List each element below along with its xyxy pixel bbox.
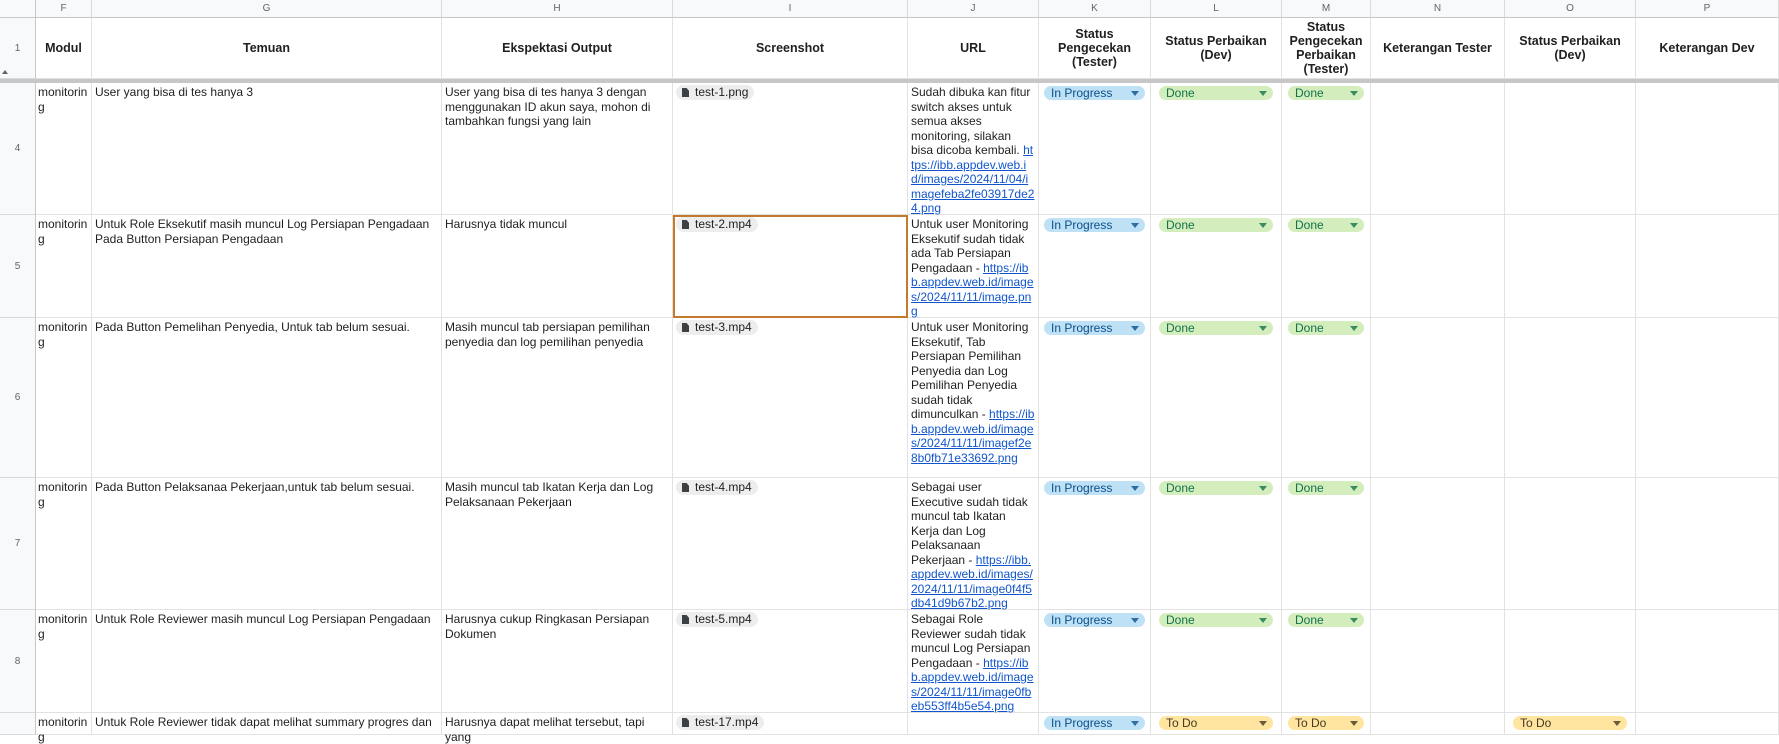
column-header-l[interactable]: L: [1151, 0, 1282, 18]
file-chip[interactable]: [676, 85, 754, 100]
chevron-down-icon: [1131, 223, 1139, 228]
cell-ekspektasi[interactable]: Harusnya cukup Ringkasan Persiapan Dokumen: [442, 610, 673, 713]
file-name: test-1.png: [695, 85, 749, 99]
file-icon: [682, 718, 689, 727]
status-dropdown[interactable]: [1288, 613, 1364, 627]
cell-url[interactable]: [908, 610, 1039, 713]
cell-status-pengecekan-perbaikan[interactable]: [1282, 610, 1371, 713]
chevron-down-icon: [1131, 618, 1139, 623]
file-chip[interactable]: [676, 217, 758, 232]
status-dropdown[interactable]: [1288, 716, 1364, 730]
file-name: test-5.mp4: [695, 612, 752, 626]
header-keterangan-tester[interactable]: Keterangan Tester: [1371, 18, 1505, 79]
chevron-down-icon: [1350, 326, 1358, 331]
status-value: Done: [1295, 321, 1324, 335]
status-value: To Do: [1295, 716, 1327, 730]
cell-temuan[interactable]: Pada Button Pemelihan Penyedia, Untuk tab belum sesuai.: [92, 318, 442, 478]
chevron-down-icon: [1259, 223, 1267, 228]
cell-temuan[interactable]: User yang bisa di tes hanya 3: [92, 83, 442, 215]
cell-status-perbaikan-2[interactable]: [1505, 478, 1636, 610]
url-link[interactable]: https://ibb.appdev.web.id/images/2024/11/11/imagef2e8b0fb71e33692.png: [911, 407, 1035, 465]
chevron-down-icon: [1350, 91, 1358, 96]
status-value: Done: [1166, 321, 1195, 335]
cell-modul[interactable]: monitoring: [36, 215, 92, 318]
url-note: Untuk user Monitoring Eksekutif, Tab Persiapan Pemilihan Penyedia dan Log Pemilihan Penyedia sudah tidak dimunculkan -: [911, 320, 1029, 421]
status-value: In Progress: [1051, 218, 1113, 232]
status-dropdown[interactable]: [1288, 218, 1364, 232]
cell-screenshot[interactable]: [673, 318, 908, 478]
status-dropdown[interactable]: [1288, 86, 1364, 100]
cell-keterangan-dev[interactable]: [1636, 318, 1779, 478]
status-value: Done: [1295, 613, 1324, 627]
chevron-down-icon: [1131, 721, 1139, 726]
cell-ekspektasi[interactable]: Masih muncul tab persiapan pemilihan penyedia dan log pemilihan penyedia: [442, 318, 673, 478]
url-link[interactable]: https://ibb.appdev.web.id/images/2024/11/11/image0fbeb553ff4b5e54.png: [911, 655, 1034, 713]
status-value: Done: [1166, 218, 1195, 232]
row-number[interactable]: 7: [0, 478, 36, 610]
chevron-down-icon: [1131, 326, 1139, 331]
column-header-k[interactable]: K: [1039, 0, 1151, 18]
cell-status-perbaikan-2[interactable]: [1505, 610, 1636, 713]
cell-keterangan-tester[interactable]: [1371, 83, 1505, 215]
status-value: Done: [1166, 613, 1195, 627]
chevron-down-icon: [1131, 91, 1139, 96]
cell-status-perbaikan[interactable]: [1151, 318, 1282, 478]
cell-status-perbaikan-2[interactable]: [1505, 318, 1636, 478]
status-dropdown[interactable]: [1159, 218, 1273, 232]
column-header-j[interactable]: J: [908, 0, 1039, 18]
cell-status-pengecekan-perbaikan[interactable]: [1282, 215, 1371, 318]
cell-keterangan-tester[interactable]: [1371, 318, 1505, 478]
url-note: Untuk user Monitoring Eksekutif sudah tidak ada Tab Persiapan Pengadaan -: [911, 217, 1029, 275]
cell-url[interactable]: [908, 83, 1039, 215]
status-value: To Do: [1520, 716, 1552, 730]
cell-keterangan-tester[interactable]: [1371, 713, 1505, 735]
cell-status-perbaikan[interactable]: [1151, 610, 1282, 713]
cell-keterangan-dev[interactable]: [1636, 215, 1779, 318]
header-keterangan-dev[interactable]: Keterangan Dev: [1636, 18, 1779, 79]
status-value: Done: [1166, 86, 1195, 100]
cell-status-perbaikan-2[interactable]: [1505, 83, 1636, 215]
header-screenshot[interactable]: Screenshot: [673, 18, 908, 79]
url-link[interactable]: https://ibb.appdev.web.id/images/2024/11/04/imagefeba2fe03917de24.png: [911, 143, 1035, 215]
status-value: To Do: [1166, 716, 1198, 730]
url-note: Sebagai Role Reviewer sudah tidak muncul Log Persiapan Pengadaan -: [911, 612, 1031, 670]
status-value: Done: [1295, 481, 1324, 495]
chevron-down-icon: [1350, 223, 1358, 228]
header-ekspektasi-output[interactable]: Ekspektasi Output: [442, 18, 673, 79]
status-value: In Progress: [1051, 716, 1113, 730]
status-dropdown[interactable]: [1159, 716, 1273, 730]
status-dropdown[interactable]: [1159, 321, 1273, 335]
status-dropdown[interactable]: [1044, 321, 1145, 335]
file-icon: [682, 220, 689, 229]
cell-keterangan-tester[interactable]: [1371, 610, 1505, 713]
chevron-down-icon: [1259, 91, 1267, 96]
cell-status-perbaikan[interactable]: [1151, 478, 1282, 610]
file-name: test-4.mp4: [695, 480, 752, 494]
header-status-pengecekan-perbaikan[interactable]: Status Pengecekan Perbaikan (Tester): [1282, 18, 1371, 79]
status-dropdown[interactable]: [1044, 218, 1145, 232]
cell-ekspektasi[interactable]: Harusnya dapat melihat tersebut, tapi yang: [442, 713, 673, 735]
status-value: Done: [1295, 218, 1324, 232]
cell-screenshot[interactable]: [673, 478, 908, 610]
status-value: In Progress: [1051, 321, 1113, 335]
cell-status-perbaikan-2[interactable]: [1505, 713, 1636, 735]
file-icon: [682, 615, 689, 624]
file-chip[interactable]: [676, 715, 764, 730]
header-status-perbaikan-dev[interactable]: Status Perbaikan (Dev): [1151, 18, 1282, 79]
cell-modul[interactable]: monitoring: [36, 713, 92, 735]
chevron-down-icon: [1350, 618, 1358, 623]
status-dropdown[interactable]: [1044, 481, 1145, 495]
status-value: In Progress: [1051, 613, 1113, 627]
cell-screenshot-selected[interactable]: [673, 215, 908, 318]
file-chip[interactable]: [676, 320, 758, 335]
row-number[interactable]: [0, 713, 36, 735]
cell-status-pengecekan-perbaikan[interactable]: [1282, 83, 1371, 215]
chevron-down-icon: [1259, 721, 1267, 726]
cell-url[interactable]: [908, 478, 1039, 610]
select-all-corner[interactable]: [0, 0, 36, 18]
status-dropdown[interactable]: [1159, 86, 1273, 100]
chevron-down-icon: [1613, 721, 1621, 726]
cell-ekspektasi[interactable]: Masih muncul tab Ikatan Kerja dan Log Pelaksanaan Pekerjaan: [442, 478, 673, 610]
cell-status-pengecekan[interactable]: [1039, 215, 1151, 318]
file-icon: [682, 323, 689, 332]
cell-temuan[interactable]: Pada Button Pelaksanaa Pekerjaan,untuk tab belum sesuai.: [92, 478, 442, 610]
status-value: Done: [1166, 481, 1195, 495]
cell-url[interactable]: [908, 215, 1039, 318]
cell-temuan[interactable]: Untuk Role Eksekutif masih muncul Log Persiapan Pengadaan Pada Button Persiapan Pengadaan: [92, 215, 442, 318]
cell-status-pengecekan-perbaikan[interactable]: [1282, 318, 1371, 478]
url-note: Sebagai user Executive sudah tidak muncul tab Ikatan Kerja dan Log Pelaksanaan Pekerjaan -: [911, 480, 1028, 567]
chevron-down-icon: [1259, 618, 1267, 623]
status-dropdown[interactable]: [1288, 481, 1364, 495]
cell-temuan[interactable]: Untuk Role Reviewer masih muncul Log Persiapan Pengadaan: [92, 610, 442, 713]
cell-status-perbaikan-2[interactable]: [1505, 215, 1636, 318]
cell-keterangan-dev[interactable]: [1636, 713, 1779, 735]
column-header-o[interactable]: O: [1505, 0, 1636, 18]
column-header-i[interactable]: I: [673, 0, 908, 18]
header-status-perbaikan-dev-2[interactable]: Status Perbaikan (Dev): [1505, 18, 1636, 79]
status-dropdown[interactable]: [1044, 716, 1145, 730]
url-link[interactable]: https://ibb.appdev.web.id/images/2024/11/11/image.png: [911, 260, 1034, 318]
cell-keterangan-tester[interactable]: [1371, 478, 1505, 610]
cell-modul[interactable]: monitoring: [36, 83, 92, 215]
file-chip[interactable]: [676, 480, 758, 495]
cell-keterangan-dev[interactable]: [1636, 610, 1779, 713]
column-header-n[interactable]: N: [1371, 0, 1505, 18]
cell-modul[interactable]: monitoring: [36, 318, 92, 478]
column-header-p[interactable]: P: [1636, 0, 1779, 18]
cell-screenshot[interactable]: [673, 83, 908, 215]
cell-url[interactable]: [908, 713, 1039, 735]
status-dropdown[interactable]: [1044, 613, 1145, 627]
cell-ekspektasi[interactable]: User yang bisa di tes hanya 3 dengan menggunakan ID akun saya, mohon di tambahkan fungsi yang lain: [442, 83, 673, 215]
row-number[interactable]: 8: [0, 610, 36, 713]
cell-status-pengecekan[interactable]: [1039, 83, 1151, 215]
column-header-h[interactable]: H: [442, 0, 673, 18]
cell-url[interactable]: [908, 318, 1039, 478]
file-name: test-17.mp4: [695, 715, 759, 729]
cell-status-pengecekan[interactable]: [1039, 318, 1151, 478]
url-note: Sudah dibuka kan fitur switch akses untuk semua akses monitoring, silakan bisa dicoba kembali.: [911, 85, 1031, 157]
header-temuan[interactable]: Temuan: [92, 18, 442, 79]
cell-status-pengecekan-perbaikan[interactable]: [1282, 478, 1371, 610]
row-number[interactable]: 1: [0, 18, 36, 79]
cell-status-perbaikan[interactable]: [1151, 215, 1282, 318]
status-dropdown[interactable]: [1159, 481, 1273, 495]
cell-modul[interactable]: monitoring: [36, 478, 92, 610]
file-icon: [682, 483, 689, 492]
cell-status-pengecekan-perbaikan[interactable]: [1282, 713, 1371, 735]
file-chip[interactable]: [676, 612, 758, 627]
status-dropdown[interactable]: [1288, 321, 1364, 335]
cell-screenshot[interactable]: [673, 610, 908, 713]
sort-up-icon[interactable]: [2, 70, 8, 74]
column-header-f[interactable]: F: [36, 0, 92, 18]
cell-status-perbaikan[interactable]: [1151, 83, 1282, 215]
row-number[interactable]: 5: [0, 215, 36, 318]
cell-status-pengecekan[interactable]: [1039, 610, 1151, 713]
url-link[interactable]: https://ibb.appdev.web.id/images/2024/11/11/image0f4f5db41d9b67b2.png: [911, 552, 1033, 610]
chevron-down-icon: [1350, 486, 1358, 491]
status-dropdown[interactable]: [1159, 613, 1273, 627]
cell-screenshot[interactable]: [673, 713, 908, 735]
status-dropdown[interactable]: [1044, 86, 1145, 100]
chevron-down-icon: [1131, 486, 1139, 491]
cell-status-pengecekan[interactable]: [1039, 478, 1151, 610]
cell-keterangan-dev[interactable]: [1636, 478, 1779, 610]
file-name: test-3.mp4: [695, 320, 752, 334]
header-status-pengecekan[interactable]: Status Pengecekan (Tester): [1039, 18, 1151, 79]
chevron-down-icon: [1259, 326, 1267, 331]
row-number[interactable]: 6: [0, 318, 36, 478]
column-header-g[interactable]: G: [92, 0, 442, 18]
cell-keterangan-dev[interactable]: [1636, 83, 1779, 215]
cell-keterangan-tester[interactable]: [1371, 215, 1505, 318]
cell-temuan[interactable]: Untuk Role Reviewer tidak dapat melihat summary progres dan: [92, 713, 442, 735]
chevron-down-icon: [1259, 486, 1267, 491]
cell-status-perbaikan[interactable]: [1151, 713, 1282, 735]
row-number[interactable]: 4: [0, 83, 36, 215]
chevron-down-icon: [1350, 721, 1358, 726]
status-value: Done: [1295, 86, 1324, 100]
status-dropdown[interactable]: [1513, 716, 1627, 730]
header-url[interactable]: URL: [908, 18, 1039, 79]
cell-ekspektasi[interactable]: Harusnya tidak muncul: [442, 215, 673, 318]
column-header-m[interactable]: M: [1282, 0, 1371, 18]
status-value: In Progress: [1051, 86, 1113, 100]
header-modul[interactable]: Modul: [36, 18, 92, 79]
file-icon: [682, 88, 689, 97]
status-value: In Progress: [1051, 481, 1113, 495]
file-name: test-2.mp4: [695, 217, 752, 231]
cell-modul[interactable]: monitoring: [36, 610, 92, 713]
cell-status-pengecekan[interactable]: [1039, 713, 1151, 735]
